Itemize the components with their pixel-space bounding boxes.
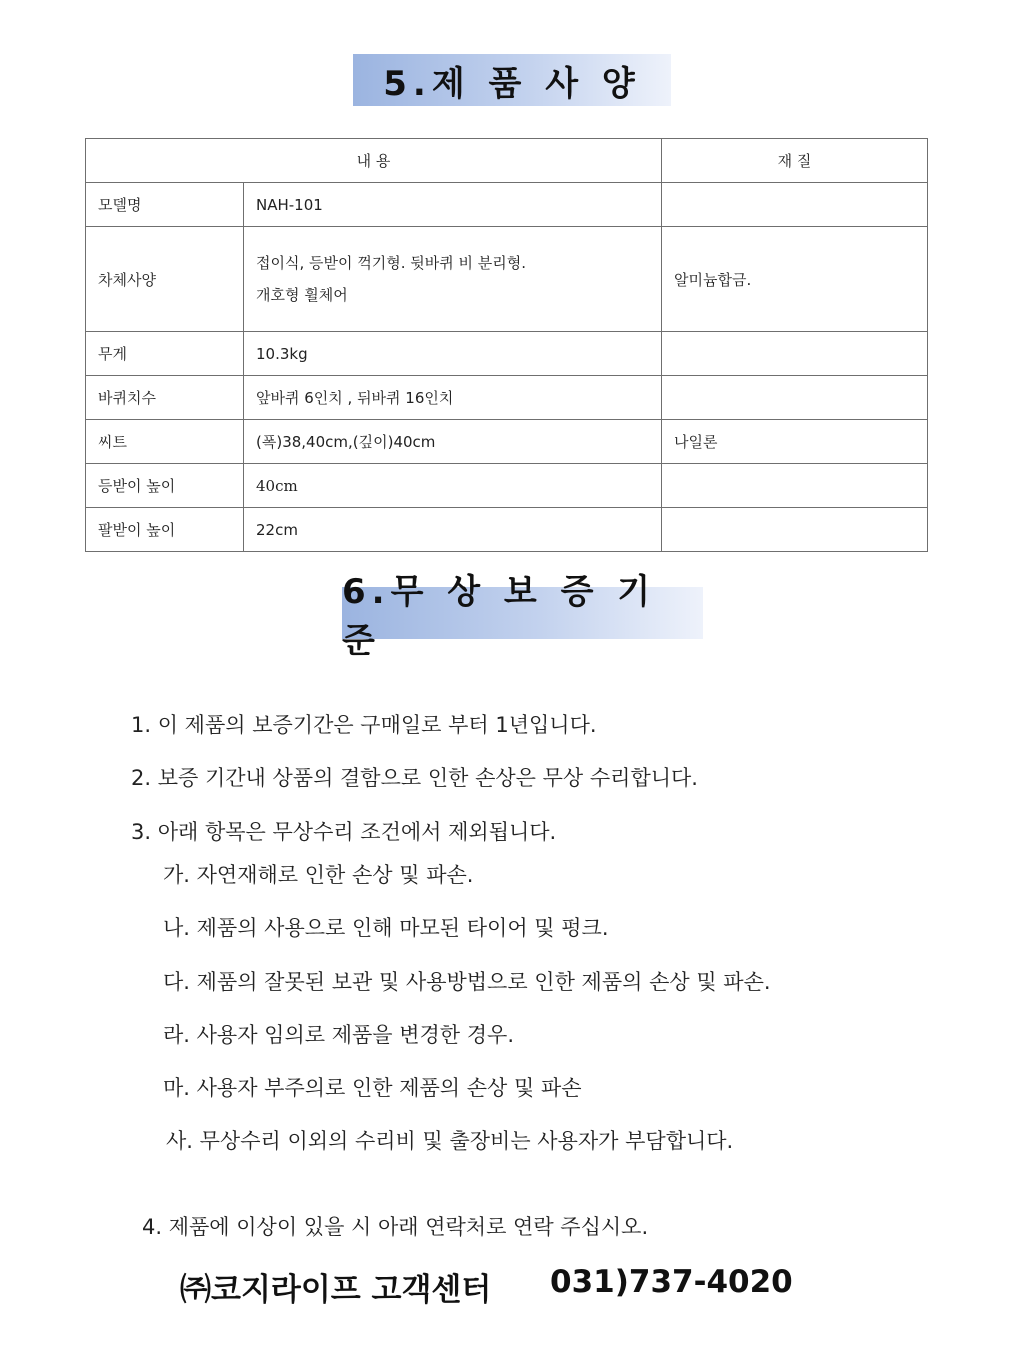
table-row <box>86 376 928 420</box>
row-value: (폭)38,40cm,(깊이)40cm <box>244 420 662 464</box>
row-value: NAH-101 <box>244 183 662 227</box>
row-label: 바퀴치수 <box>86 376 244 420</box>
row-label: 차체사양 <box>86 227 244 332</box>
spec-table <box>85 138 928 552</box>
contact-instruction: 4. 제품에 이상이 있을 시 아래 연락처로 연락 주십시오. <box>142 1215 649 1239</box>
warranty-item: 2. 보증 기간내 상품의 결함으로 인한 손상은 무상 수리합니다. <box>131 766 698 790</box>
table-row <box>86 464 928 508</box>
contact-name: ㈜코지라이프 고객센터 <box>180 1272 492 1308</box>
row-value: 앞바퀴 6인치 , 뒤바퀴 16인치 <box>244 376 662 420</box>
exclusion-item: 나. 제품의 사용으로 인해 마모된 타이어 및 펑크. <box>163 916 609 940</box>
row-material: 나일론 <box>662 420 928 464</box>
row-material <box>662 508 928 552</box>
table-row <box>86 227 928 332</box>
row-label: 모델명 <box>86 183 244 227</box>
exclusion-item: 가. 자연재해로 인한 손상 및 파손. <box>163 863 474 887</box>
warranty-item: 1. 이 제품의 보증기간은 구매일로 부터 1년입니다. <box>131 713 597 737</box>
row-material <box>662 376 928 420</box>
table-row <box>86 183 928 227</box>
row-label: 무게 <box>86 332 244 376</box>
row-value <box>244 227 662 332</box>
section6-title: 6.무 상 보 증 기 준 <box>342 587 703 639</box>
table-header-row <box>86 139 928 183</box>
row-material <box>662 464 928 508</box>
header-material: 재 질 <box>662 139 928 183</box>
row-label: 팔받이 높이 <box>86 508 244 552</box>
table-row <box>86 332 928 376</box>
exclusion-item: 마. 사용자 부주의로 인한 제품의 손상 및 파손 <box>163 1076 582 1100</box>
row-label: 씨트 <box>86 420 244 464</box>
exclusion-item: 라. 사용자 임의로 제품을 변경한 경우. <box>163 1023 515 1047</box>
warranty-item: 3. 아래 항목은 무상수리 조건에서 제외됩니다. <box>131 820 557 844</box>
row-value: 40cm <box>244 464 662 508</box>
table-row <box>86 508 928 552</box>
exclusion-item: 다. 제품의 잘못된 보관 및 사용방법으로 인한 제품의 손상 및 파손. <box>163 970 771 994</box>
row-value: 10.3kg <box>244 332 662 376</box>
row-material <box>662 183 928 227</box>
header-content: 내 용 <box>86 139 662 183</box>
exclusion-item: 사. 무상수리 이외의 수리비 및 출장비는 사용자가 부담합니다. <box>166 1129 734 1153</box>
row-material <box>662 332 928 376</box>
contact-phone: 031)737-4020 <box>550 1264 793 1300</box>
table-row <box>86 420 928 464</box>
row-value-line: 개호형 휠체어 <box>256 286 348 304</box>
row-label: 등받이 높이 <box>86 464 244 508</box>
row-value-line: 접이식, 등받이 꺽기형. 뒷바퀴 비 분리형. <box>256 254 526 272</box>
row-value: 22cm <box>244 508 662 552</box>
row-material: 알미늄합금. <box>662 227 928 332</box>
section5-title: 5.제 품 사 양 <box>353 54 671 106</box>
